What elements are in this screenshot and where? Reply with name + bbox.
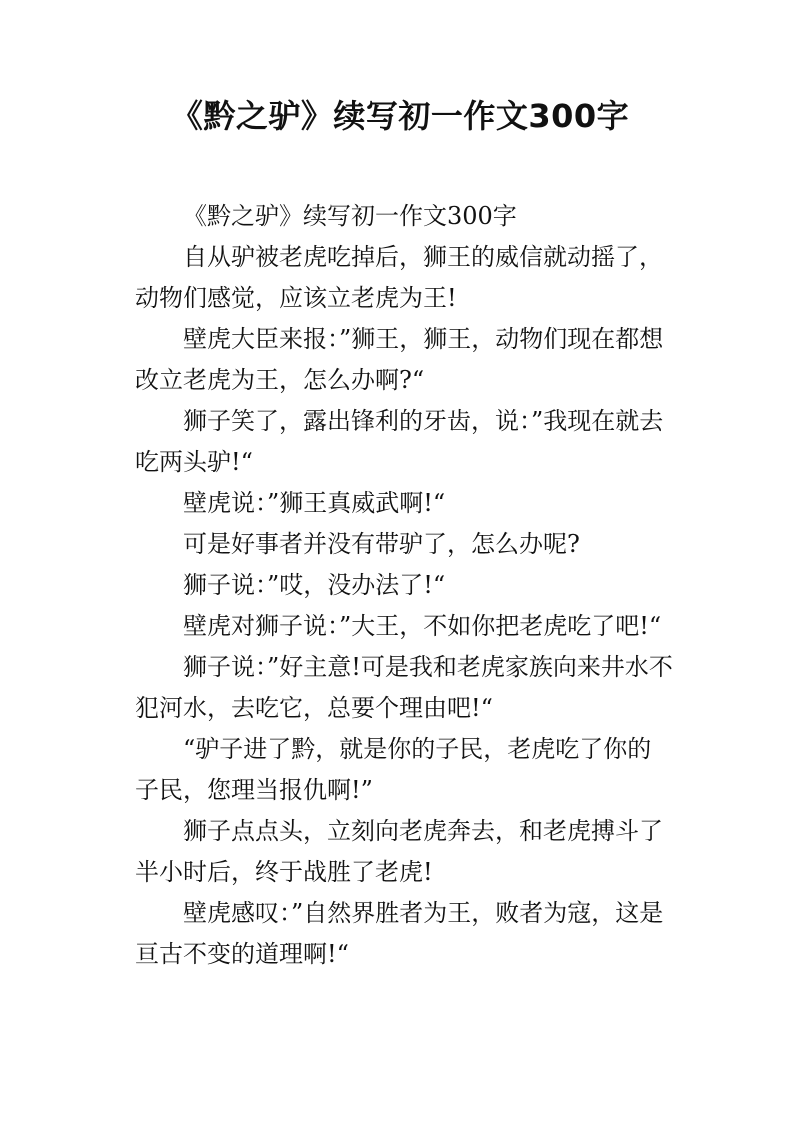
document-title: 《黔之驴》续写初一作文300字 (170, 97, 630, 135)
paragraph: “驴子进了黔，就是你的子民，老虎吃了你的子民，您理当报仇啊!” (135, 735, 652, 804)
paragraph: 狮子笑了，露出锋利的牙齿，说：”我现在就去吃两头驴!“ (135, 407, 664, 476)
paragraph-subtitle: 《黔之驴》续写初一作文300字 (183, 202, 517, 230)
paragraph: 狮子说：”哎，没办法了!“ (183, 571, 446, 599)
paragraph: 狮子说：”好主意!可是我和老虎家族向来井水不犯河水，去吃它，总要个理由吧!“ (135, 653, 673, 722)
paragraph: 壁虎说：”狮王真威武啊!“ (183, 489, 446, 517)
paragraph: 壁虎感叹：”自然界胜者为王，败者为寇，这是亘古不变的道理啊!“ (135, 899, 664, 968)
paragraph: 可是好事者并没有带驴了，怎么办呢? (183, 530, 580, 558)
paragraph: 壁虎对狮子说：”大王，不如你把老虎吃了吧!“ (183, 612, 662, 640)
paragraph: 壁虎大臣来报：”狮王，狮王，动物们现在都想改立老虎为王，怎么办啊?“ (135, 325, 664, 394)
document-body (135, 196, 675, 975)
paragraph: 自从驴被老虎吃掉后，狮王的威信就动摇了，动物们感觉，应该立老虎为王! (135, 243, 663, 312)
paragraph: 狮子点点头，立刻向老虎奔去，和老虎搏斗了半小时后，终于战胜了老虎! (135, 817, 663, 886)
